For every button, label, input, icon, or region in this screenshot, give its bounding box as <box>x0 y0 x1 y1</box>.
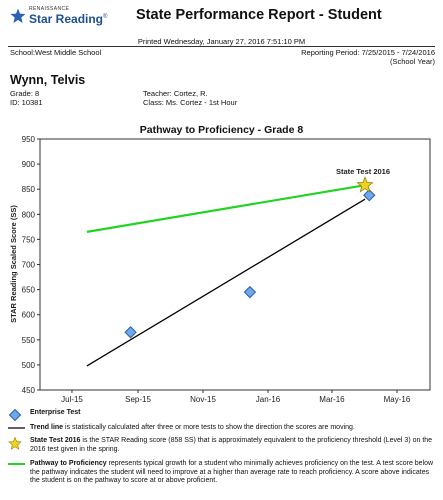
chart-title: Pathway to Proficiency - Grade 8 <box>139 124 304 136</box>
trend-line-icon <box>8 424 26 432</box>
y-tick-label: 650 <box>21 285 35 295</box>
brand-main-text: Star Reading® <box>29 12 108 26</box>
legend-enterprise: Enterprise Test <box>30 409 435 418</box>
x-tick-label: Nov-15 <box>190 395 216 404</box>
y-tick-label: 750 <box>21 235 35 245</box>
printed-timestamp: Printed Wednesday, January 27, 2016 7:51:10 PM <box>137 37 306 46</box>
school-name: School:West Middle School <box>10 48 102 57</box>
brand-small-text: RENAISSANCE <box>29 6 70 12</box>
teacher-name: Teacher: Cortez, R. <box>143 89 208 98</box>
student-grade: Grade: 8 <box>10 89 40 98</box>
x-tick-label: Jan-16 <box>255 395 281 404</box>
y-tick-label: 450 <box>21 386 35 395</box>
y-tick-label: 900 <box>21 160 35 170</box>
star-icon <box>8 437 22 450</box>
legend-pathway: Pathway to Proficiency represents typical growth for a student who minimally achieves proficiency on the test. A test score below the pathway indicates the student will need to improve at a higher than average rate to reach proficiency. A score above indicates the student is on the pathway to score at or above proficient. <box>30 460 435 486</box>
y-tick-label: 800 <box>21 210 35 220</box>
y-tick-label: 700 <box>21 260 35 270</box>
legend-state-test: State Test 2016 is the STAR Reading score (858 SS) that is approximately equivalent to the proficiency threshold (Level 3) on the 2016 test given in the spring. <box>30 437 435 454</box>
y-tick-label: 850 <box>21 185 35 195</box>
x-tick-label: Sep-15 <box>125 395 151 404</box>
diamond-icon <box>8 409 22 421</box>
state-test-annotation: State Test 2016 <box>335 167 391 177</box>
x-tick-label: Mar-16 <box>319 395 345 404</box>
class-name: Class: Ms. Cortez - 1st Hour <box>143 98 238 107</box>
reporting-period: Reporting Period: 7/25/2015 - 7/24/2016 (School Year) <box>301 48 435 66</box>
y-axis-label: STAR Reading Scaled Score (SS) <box>9 205 18 323</box>
pathway-line-icon <box>8 460 26 468</box>
x-tick-label: Jul-15 <box>61 395 83 404</box>
y-tick-label: 600 <box>21 310 35 320</box>
legend-trend: Trend line is statistically calculated after three or more tests to show the direction the scores are moving. <box>30 424 435 433</box>
student-id: ID: 10381 <box>10 98 43 107</box>
x-tick-label: May-16 <box>383 395 411 404</box>
y-tick-label: 950 <box>21 135 35 144</box>
plot-frame <box>40 139 430 390</box>
y-tick-label: 500 <box>21 360 35 370</box>
report-title: State Performance Report - Student <box>136 7 382 23</box>
y-tick-label: 550 <box>21 335 35 345</box>
student-name: Wynn, Telvis <box>10 73 86 87</box>
